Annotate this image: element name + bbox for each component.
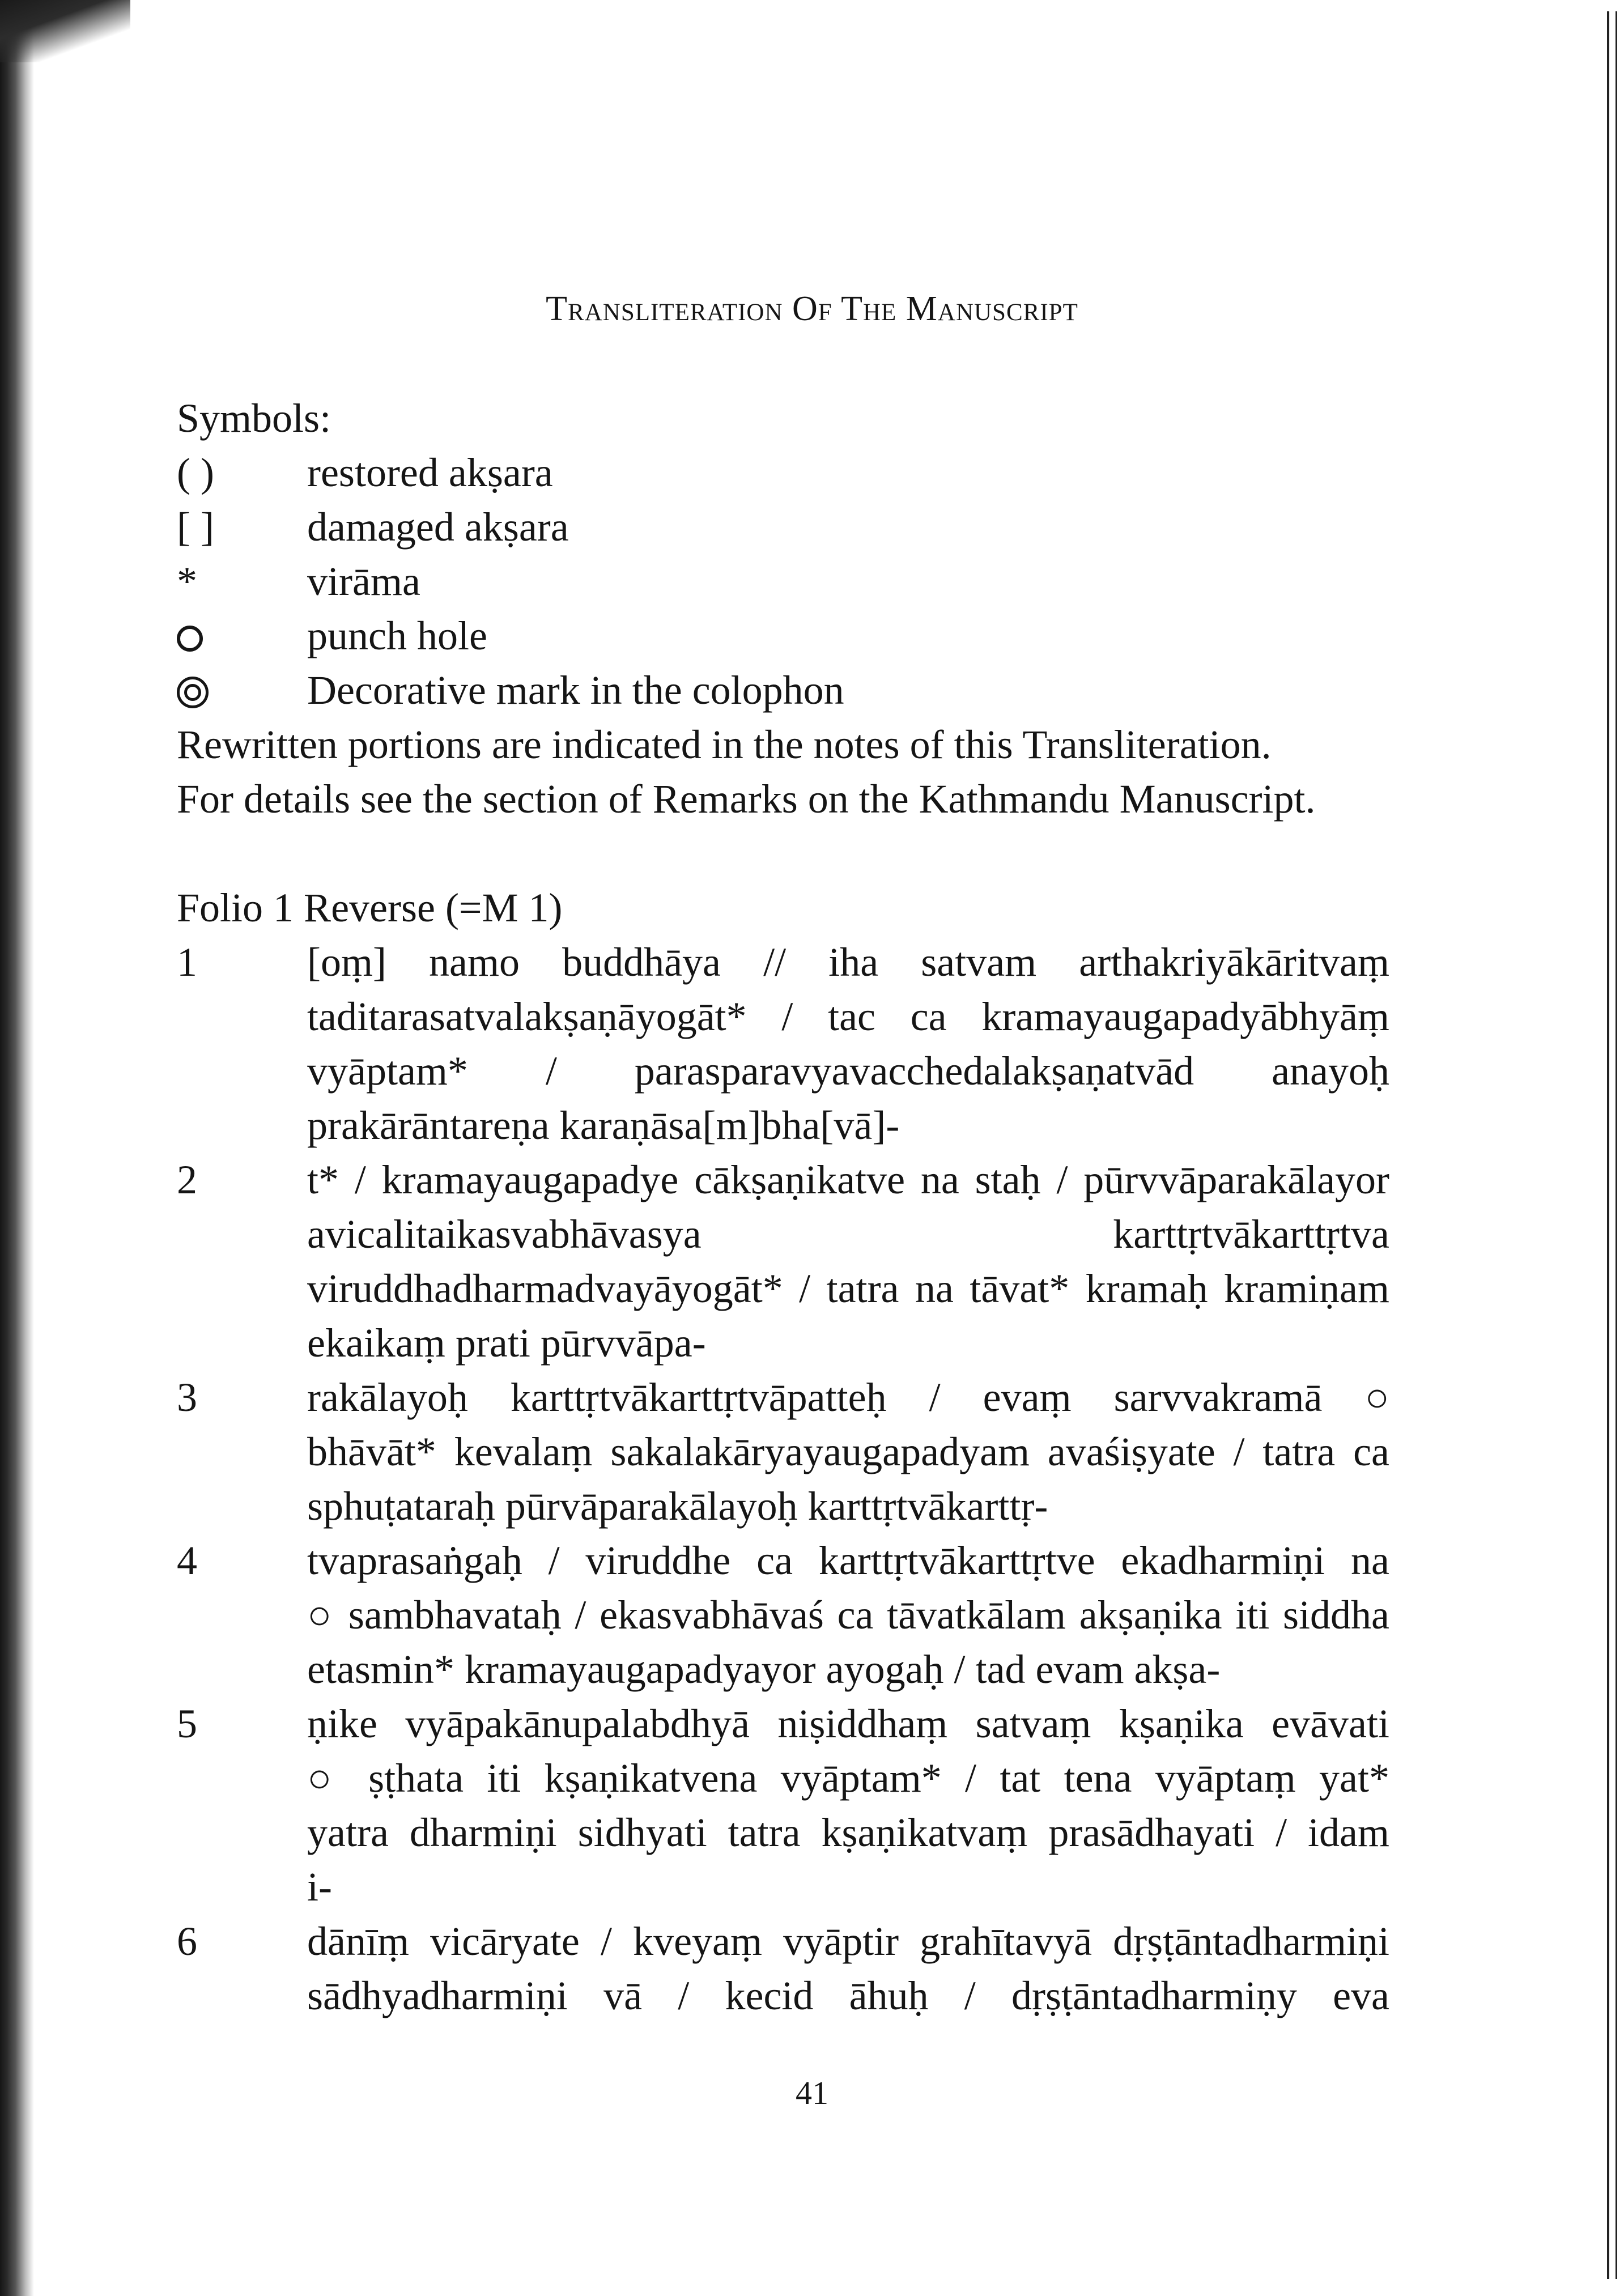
line-row: bhāvāt* kevalaṃ sakalakāryayaugapadyam avaśiṣyate / tatra ca xyxy=(307,1429,1389,1474)
page-title: Transliteration Of The Manuscript xyxy=(546,290,1078,328)
symbol-meaning: punch hole xyxy=(307,613,487,658)
line-row: rakālayoḥ karttṛtvākarttṛtvāpatteḥ / evaṃ sarvvakramā ○ xyxy=(307,1375,1389,1420)
line-row: ekaikaṃ prati pūrvvāpa- xyxy=(307,1320,706,1366)
page-content xyxy=(177,391,1389,2023)
decorative-mark-icon xyxy=(177,677,209,708)
scan-right-edge xyxy=(1598,0,1624,2296)
line-row: dānīṃ vicāryate / kveyaṃ vyāptir grahītavyā dṛṣṭāntadharmiṇi xyxy=(307,1919,1389,1964)
symbol-row xyxy=(177,663,1389,717)
line-row: tvaprasaṅgaḥ / viruddhe ca karttṛtvākarttṛtve ekadharmiṇi na xyxy=(307,1538,1389,1583)
line-row: etasmin* kramayaugapadyayor ayogaḥ / tad evam akṣa- xyxy=(307,1647,1221,1692)
line-number: 3 xyxy=(177,1375,197,1420)
punch-hole-icon xyxy=(177,626,203,652)
line-text xyxy=(307,1370,1389,1533)
line-row: prakārāntareṇa karaṇāsa[m]bha[vā]- xyxy=(307,1103,900,1148)
symbol-glyph: * xyxy=(177,559,197,604)
transliteration-line xyxy=(177,1533,1389,1697)
symbol-row xyxy=(177,500,1389,554)
line-number: 6 xyxy=(177,1919,197,1964)
line-text xyxy=(307,1153,1389,1370)
symbol-glyph: [ ] xyxy=(177,504,214,550)
scan-corner-shadow xyxy=(0,0,130,62)
symbol-row xyxy=(177,445,1389,500)
line-row: sphuṭataraḥ pūrvāparakālayoḥ karttṛtvākarttṛ- xyxy=(307,1483,1048,1529)
line-text xyxy=(307,1533,1389,1697)
transliteration-line xyxy=(177,1914,1389,2023)
scan-left-edge xyxy=(0,0,34,2296)
transliteration-line xyxy=(177,1153,1389,1370)
line-number: 2 xyxy=(177,1157,197,1202)
folio-heading: Folio 1 Reverse (=M 1) xyxy=(177,885,563,930)
symbols-label: Symbols: xyxy=(177,396,331,441)
line-row: taditarasatvalakṣaṇāyogāt* / tac ca kramayaugapadyābhyāṃ xyxy=(307,994,1389,1039)
line-number: 5 xyxy=(177,1701,197,1746)
symbol-meaning: virāma xyxy=(307,559,420,604)
line-row: ○ ṣṭhata iti kṣaṇikatvena vyāptam* / tat tena vyāptaṃ yat* xyxy=(307,1755,1389,1801)
line-number: 1 xyxy=(177,939,197,985)
line-row: ṇike vyāpakānupalabdhyā niṣiddhaṃ satvaṃ kṣaṇika evāvati xyxy=(307,1701,1389,1746)
line-row: ○ sambhavataḥ / ekasvabhāvaś ca tāvatkālam akṣaṇika iti siddha xyxy=(307,1592,1389,1638)
line-row: avicalitaikasvabhāvasya karttṛtvākarttṛtva xyxy=(307,1211,1389,1257)
symbol-row xyxy=(177,609,1389,663)
note-line: Rewritten portions are indicated in the notes of this Transliteration. xyxy=(177,722,1272,767)
transliteration-line xyxy=(177,1370,1389,1533)
note-line: For details see the section of Remarks on the Kathmandu Manuscript. xyxy=(177,776,1316,822)
symbol-glyph: ( ) xyxy=(177,450,214,495)
scan-edge-line xyxy=(1616,11,1617,2279)
line-text xyxy=(307,935,1389,1153)
symbol-meaning: restored akṣara xyxy=(307,450,553,495)
line-row: [oṃ] namo buddhāya // iha satvam arthakriyākāritvaṃ xyxy=(307,939,1389,985)
transliteration-line xyxy=(177,935,1389,1153)
line-row: i- xyxy=(307,1864,332,1910)
line-row: viruddhadharmadvayāyogāt* / tatra na tāvat* kramaḥ kramiṇam xyxy=(307,1266,1389,1311)
line-row: t* / kramayaugapadye cākṣaṇikatve na staḥ / pūrvvāparakālayor xyxy=(307,1157,1389,1202)
line-row: yatra dharmiṇi sidhyati tatra kṣaṇikatvaṃ prasādhayati / idam xyxy=(307,1810,1389,1855)
transliteration-line xyxy=(177,1697,1389,1914)
symbol-meaning: damaged akṣara xyxy=(307,504,569,550)
page-number: 41 xyxy=(796,2074,828,2111)
line-row: vyāptam* / parasparavyavacchedalakṣaṇatvād anayoḥ xyxy=(307,1048,1389,1094)
scan-edge-line xyxy=(1607,11,1609,2279)
symbol-row xyxy=(177,554,1389,609)
line-text xyxy=(307,1914,1389,2023)
line-number: 4 xyxy=(177,1538,197,1583)
line-text xyxy=(307,1697,1389,1914)
line-row: sādhyadharmiṇi vā / kecid āhuḥ / dṛṣṭāntadharmiṇy eva xyxy=(307,1973,1389,2018)
symbol-meaning: Decorative mark in the colophon xyxy=(307,667,844,713)
